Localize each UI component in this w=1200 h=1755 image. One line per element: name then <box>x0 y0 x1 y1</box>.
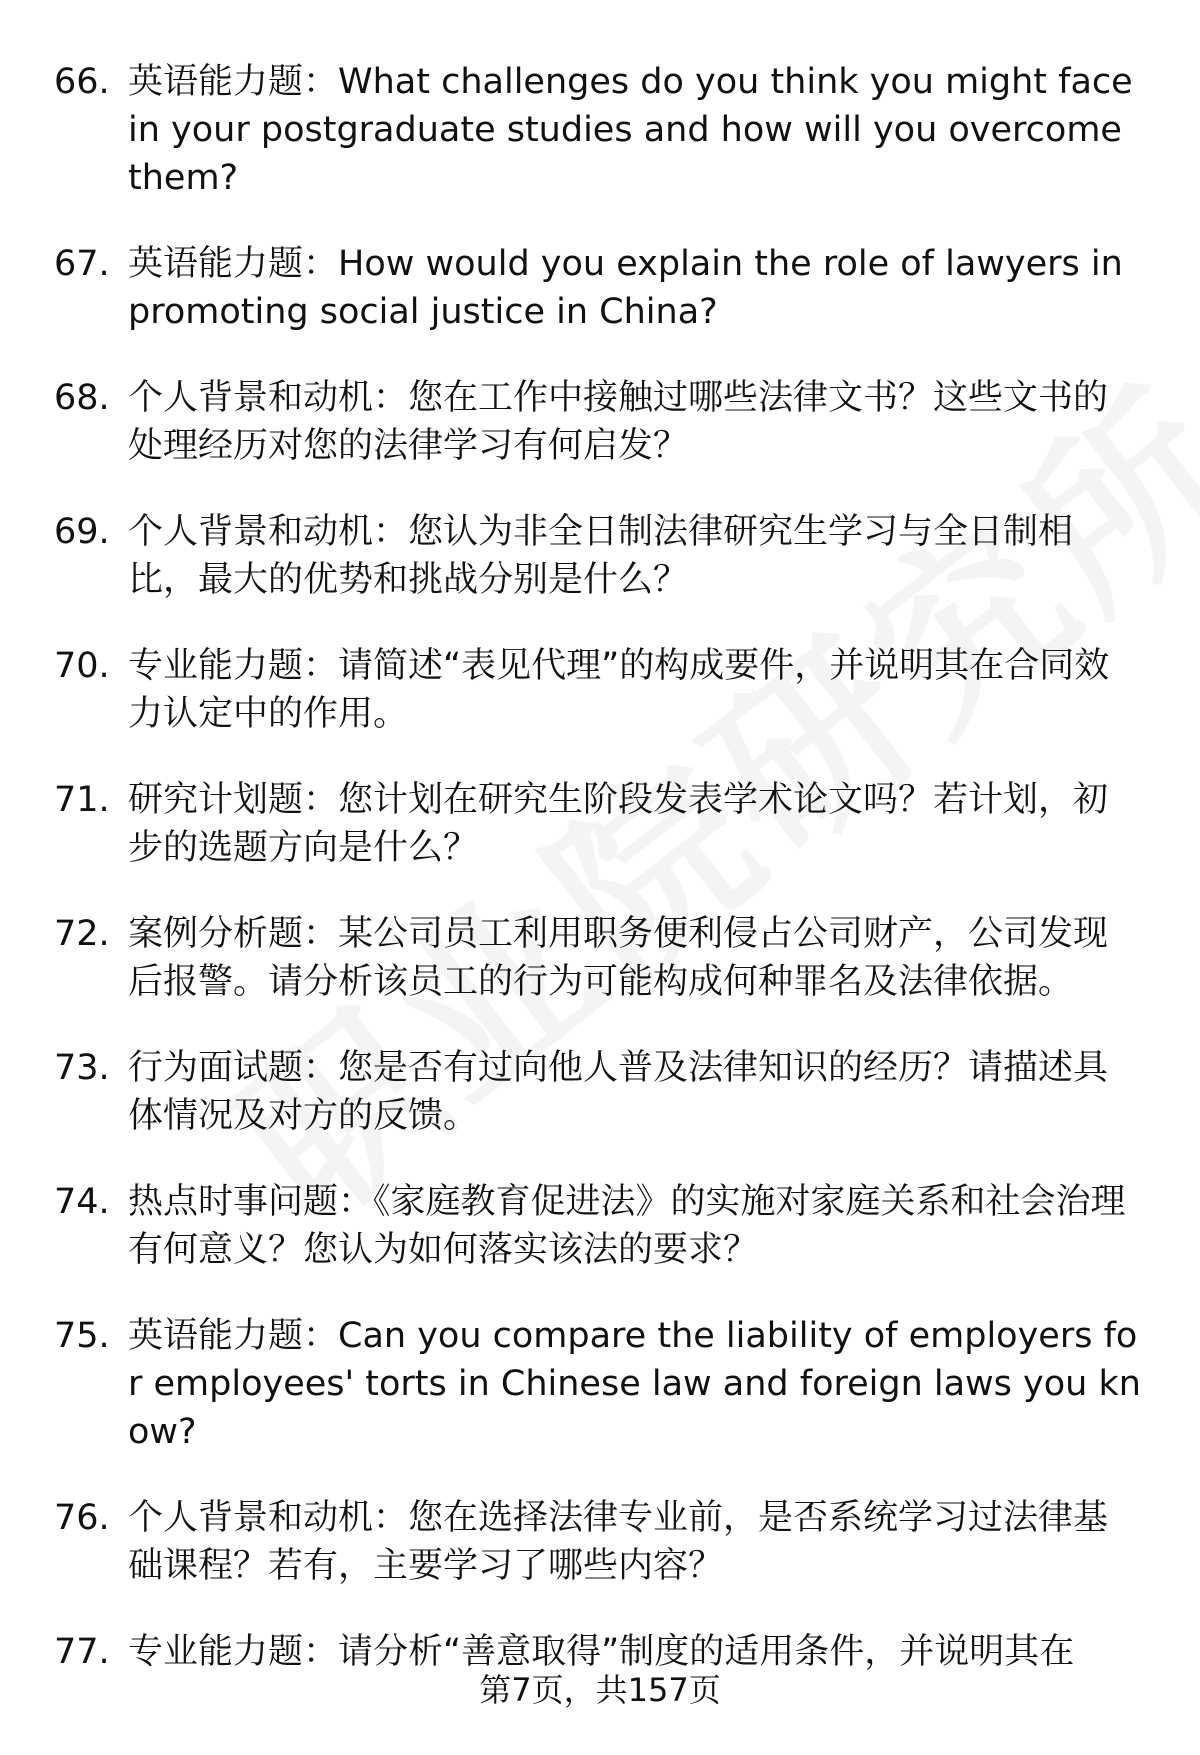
question-category: 研究计划题： <box>128 780 339 820</box>
question-body <box>128 642 1143 738</box>
question-item <box>0 1312 1200 1456</box>
question-item <box>0 1178 1200 1274</box>
question-item <box>0 1044 1200 1140</box>
question-body <box>128 776 1143 872</box>
question-body <box>128 910 1143 1006</box>
question-category: 行为面试题： <box>128 1048 339 1088</box>
question-number: 70. <box>54 646 110 686</box>
question-category: 个人背景和动机： <box>128 378 409 418</box>
question-number: 73. <box>54 1048 110 1088</box>
question-body <box>128 508 1143 604</box>
question-item <box>0 374 1200 470</box>
question-number: 67. <box>54 244 110 284</box>
question-text: 您认为非全日制法律研究生学习与全日制相比，最大的优势和挑战分别是什么？ <box>128 512 1074 600</box>
question-text: 《家庭教育促进法》的实施对家庭关系和社会治理有何意义？您认为如何落实该法的要求？ <box>128 1182 1126 1270</box>
question-number: 75. <box>54 1316 110 1356</box>
question-text: 您是否有过向他人普及法律知识的经历？请描述具体情况及对方的反馈。 <box>128 1048 1109 1136</box>
question-item <box>0 910 1200 1006</box>
question-number: 66. <box>54 62 110 102</box>
question-text: 您计划在研究生阶段发表学术论文吗？若计划，初步的选题方向是什么？ <box>128 780 1109 868</box>
question-item <box>0 240 1200 336</box>
question-body <box>128 1312 1143 1456</box>
question-number: 71. <box>54 780 110 820</box>
question-text: Can you compare the liability of employers for employees' torts in Chinese law and foreign laws you know? <box>128 1316 1141 1452</box>
question-number: 77. <box>54 1632 110 1672</box>
question-body <box>128 240 1143 336</box>
question-category: 个人背景和动机： <box>128 512 409 552</box>
question-body <box>128 1178 1143 1274</box>
question-number: 74. <box>54 1182 110 1222</box>
question-category: 英语能力题： <box>128 62 339 102</box>
question-number: 69. <box>54 512 110 552</box>
question-text: 请简述“表见代理”的构成要件，并说明其在合同效力认定中的作用。 <box>128 646 1110 734</box>
question-text: How would you explain the role of lawyers in promoting social justice in China? <box>128 244 1123 332</box>
question-category: 英语能力题： <box>128 244 339 284</box>
question-category: 热点时事问题： <box>128 1182 374 1222</box>
question-text: 您在选择法律专业前，是否系统学习过法律基础课程？若有，主要学习了哪些内容？ <box>128 1498 1109 1586</box>
question-body <box>128 1494 1143 1590</box>
question-number: 76. <box>54 1498 110 1538</box>
question-body <box>128 374 1143 470</box>
page-number-footer: 第7页，共157页 <box>479 1671 721 1709</box>
question-category: 个人背景和动机： <box>128 1498 409 1538</box>
question-text: 请分析“善意取得”制度的适用条件，并说明其在 <box>338 1632 1075 1672</box>
question-list <box>0 58 1200 1714</box>
question-text: 您在工作中接触过哪些法律文书？这些文书的处理经历对您的法律学习有何启发？ <box>128 378 1109 466</box>
question-item <box>0 1494 1200 1590</box>
question-category: 案例分析题： <box>128 914 339 954</box>
question-item <box>0 776 1200 872</box>
question-number: 68. <box>54 378 110 418</box>
question-number: 72. <box>54 914 110 954</box>
question-category: 英语能力题： <box>128 1316 339 1356</box>
question-item <box>0 508 1200 604</box>
question-item <box>0 58 1200 202</box>
question-item <box>0 642 1200 738</box>
question-category: 专业能力题： <box>128 1632 339 1672</box>
question-body <box>128 58 1143 202</box>
question-category: 专业能力题： <box>128 646 339 686</box>
question-text: 某公司员工利用职务便利侵占公司财产，公司发现后报警。请分析该员工的行为可能构成何种罪名及法律依据。 <box>128 914 1109 1002</box>
question-body <box>128 1044 1143 1140</box>
question-text: What challenges do you think you might face in your postgraduate studies and how will you overcome them? <box>128 62 1133 198</box>
